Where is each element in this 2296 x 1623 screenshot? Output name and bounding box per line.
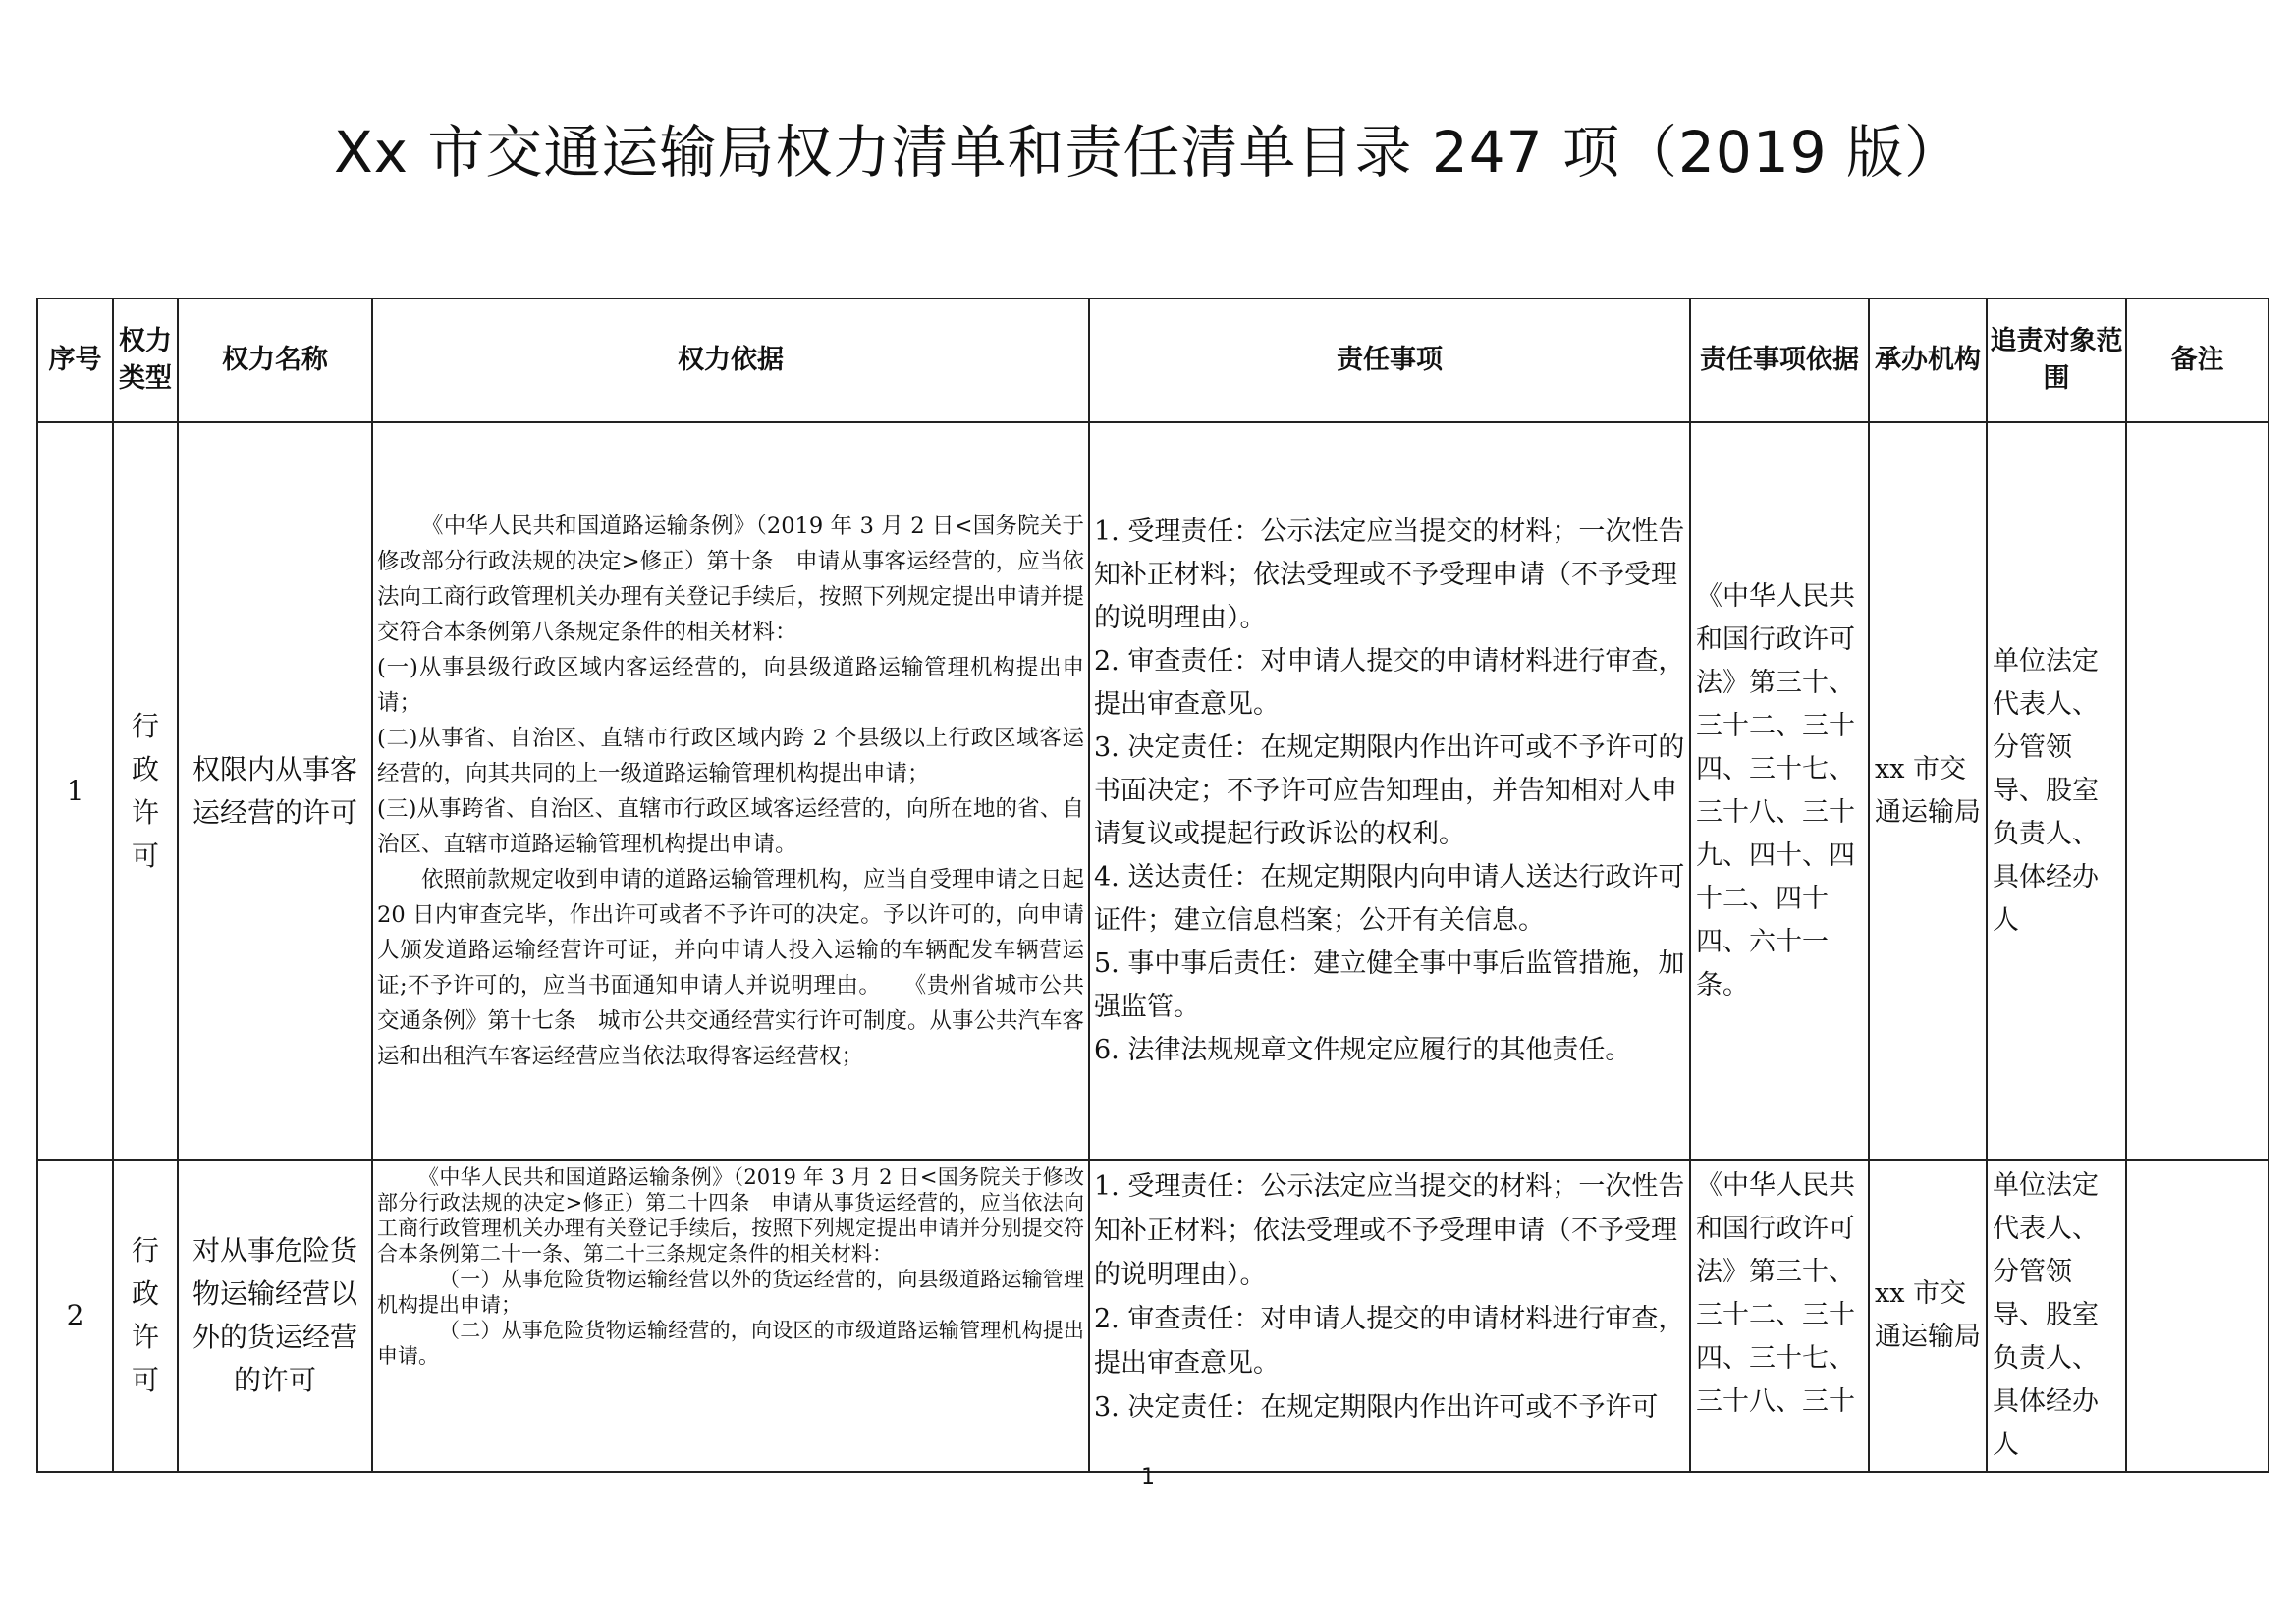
- row-type: 行政许可: [113, 1160, 178, 1472]
- table-row: [37, 1160, 2269, 1472]
- row-accountability: 单位法定代表人、分管领导、股室负责人、具体经办人: [1987, 1160, 2126, 1472]
- row-responsibilities: [1089, 1160, 1690, 1472]
- row-name: 权限内从事客运经营的许可: [178, 422, 372, 1160]
- basis-paragraph: （一）从事危险货物运输经营以外的货运经营的，向县级道路运输管理机构提出申请；: [377, 1268, 1084, 1317]
- col-header-accountability: 追责对象范围: [1987, 298, 2126, 422]
- row-accountability: 单位法定代表人、分管领导、股室负责人、具体经办人: [1987, 422, 2126, 1160]
- col-header-index: 序号: [37, 298, 113, 422]
- row-responsibilities: [1089, 422, 1690, 1160]
- row-index: 2: [37, 1160, 113, 1472]
- responsibility-item: 5. 事中事后责任：建立健全事中事后监管措施，加强监管。: [1094, 947, 1685, 1022]
- row-agency: xx 市交通运输局: [1869, 422, 1987, 1160]
- responsibility-item: 1. 受理责任：公示法定应当提交的材料；一次性告知补正材料；依法受理或不予受理申请（不予受理的说明理由）。: [1094, 1171, 1685, 1290]
- col-header-basis: 权力依据: [372, 298, 1089, 422]
- basis-paragraph: 《中华人民共和国道路运输条例》（2019 年 3 月 2 日<国务院关于修改部分行政法规的决定>修正）第十条 申请从事客运经营的，应当依法向工商行政管理机关办理有关登记手续后，按照下列规定提出申请并提交符合本条例第八条规定条件的相关材料：: [377, 513, 1085, 645]
- col-header-agency: 承办机构: [1869, 298, 1987, 422]
- responsibility-item: 3. 决定责任：在规定期限内作出许可或不予许可的书面决定；不予许可应告知理由，并告知相对人申请复议或提起行政诉讼的权利。: [1094, 731, 1685, 849]
- page-title: Xx 市交通运输局权力清单和责任清单目录 247 项（2019 版）: [333, 119, 1963, 186]
- row-agency: xx 市交通运输局: [1869, 1160, 1987, 1472]
- col-header-type: 权力类型: [113, 298, 178, 422]
- row-remark: [2126, 422, 2269, 1160]
- col-header-responsibility: 责任事项: [1089, 298, 1690, 422]
- row-type: 行政许可: [113, 422, 178, 1160]
- responsibility-item: 2. 审查责任：对申请人提交的申请材料进行审查，提出审查意见。: [1094, 645, 1685, 720]
- row-remark: [2126, 1160, 2269, 1472]
- basis-paragraph: 依照前款规定收到申请的道路运输管理机构，应当自受理申请之日起 20 日内审查完毕，作出许可或者不予许可的决定。予以许可的，向申请人颁发道路运输经营许可证，并向申请人投入运输的车辆配发车辆营运证;不予许可的，应当书面通知申请人并说明理由。 《贵州省城市公共交通条例》第十七条 城市公共交通经营实行许可制度。从事公共汽车客运和出租汽车客运经营应当依法取得客运经营权；: [377, 866, 1085, 1069]
- row-basis: [372, 422, 1089, 1160]
- basis-paragraph: 《中华人民共和国道路运输条例》（2019 年 3 月 2 日<国务院关于修改部分行政法规的决定>修正）第二十四条 申请从事货运经营的，应当依法向工商行政管理机关办理有关登记手续后，按照下列规定提出申请并分别提交符合本条例第二十一条、第二十三条规定条件的相关材料：: [377, 1165, 1084, 1266]
- basis-paragraph: (三)从事跨省、自治区、直辖市行政区域客运经营的，向所在地的省、自治区、直辖市道路运输管理机构提出申请。: [377, 795, 1084, 857]
- basis-paragraph: (二)从事省、自治区、直辖市行政区域内跨 2 个县级以上行政区域客运经营的，向其共同的上一级道路运输管理机构提出申请；: [377, 725, 1084, 786]
- power-list-table: [36, 298, 2269, 1473]
- responsibility-item: 3. 决定责任：在规定期限内作出许可或不予许可: [1094, 1392, 1659, 1423]
- row-basis: [372, 1160, 1089, 1472]
- basis-paragraph: （二）从事危险货物运输经营的，向设区的市级道路运输管理机构提出申请。: [377, 1319, 1084, 1368]
- responsibility-item: 6. 法律法规规章文件规定应履行的其他责任。: [1094, 1034, 1632, 1065]
- basis-paragraph: (一)从事县级行政区域内客运经营的，向县级道路运输管理机构提出申请；: [377, 654, 1084, 716]
- responsibility-item: 1. 受理责任：公示法定应当提交的材料；一次性告知补正材料；依法受理或不予受理申请（不予受理的说明理由）。: [1094, 515, 1685, 633]
- row-resp-basis: 《中华人民共和国行政许可法》第三十、三十二、三十四、三十七、三十八、三十九、四十、四十二、四十四、六十一条。: [1690, 422, 1869, 1160]
- table-header-row: [37, 298, 2269, 422]
- col-header-resp-basis: 责任事项依据: [1690, 298, 1869, 422]
- responsibility-item: 2. 审查责任：对申请人提交的申请材料进行审查，提出审查意见。: [1094, 1304, 1685, 1379]
- table-row: [37, 422, 2269, 1160]
- col-header-name: 权力名称: [178, 298, 372, 422]
- page-number: 1: [1141, 1465, 1155, 1489]
- row-resp-basis: 《中华人民共和国行政许可法》第三十、三十二、三十四、三十七、三十八、三十: [1690, 1160, 1869, 1472]
- col-header-remark: 备注: [2126, 298, 2269, 422]
- responsibility-item: 4. 送达责任：在规定期限内向申请人送达行政许可证件；建立信息档案；公开有关信息。: [1094, 861, 1685, 936]
- row-index: 1: [37, 422, 113, 1160]
- row-name: 对从事危险货物运输经营以外的货运经营的许可: [178, 1160, 372, 1472]
